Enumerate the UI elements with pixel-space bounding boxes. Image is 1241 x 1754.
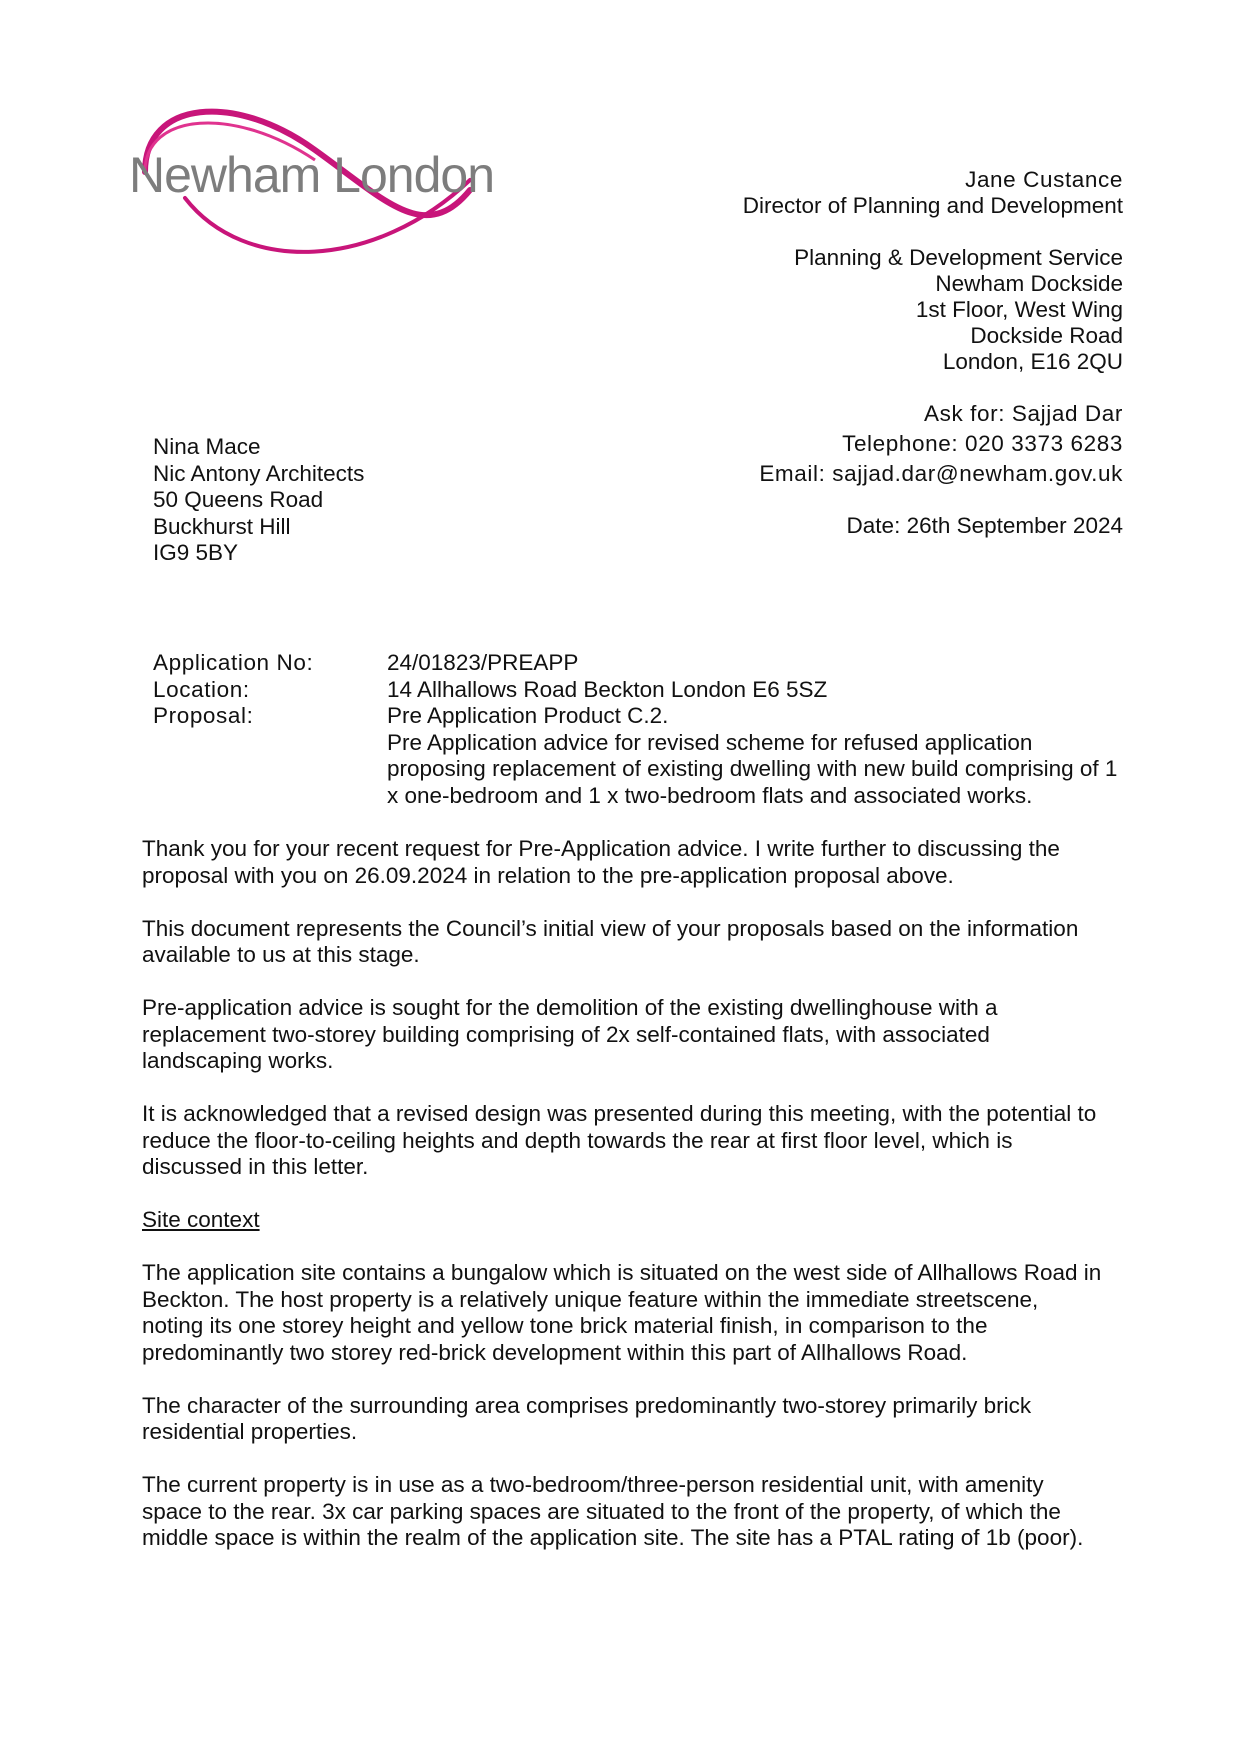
- sender-name: Jane Custance: [965, 167, 1123, 192]
- recipient-street: 50 Queens Road: [153, 487, 324, 512]
- proposal-product: Pre Application Product C.2.: [387, 703, 669, 728]
- body-paragraph: The character of the surrounding area comprises predominantly two-storey primarily brick residential properties.: [142, 1392, 1032, 1444]
- letter-date: Date: 26th September 2024: [846, 513, 1123, 538]
- proposal-description: Pre Application advice for revised scheme for refused application proposing replacement of existing dwelling with new build comprising of 1 x one-bedroom and 1 x two-bedroom flats and associated works.: [387, 729, 1118, 808]
- logo-text: Newham London: [129, 147, 495, 203]
- recipient-company: Nic Antony Architects: [153, 460, 365, 486]
- sender-address-line: Newham Dockside: [935, 271, 1123, 296]
- logo-swoosh-icon: [125, 100, 495, 260]
- recipient-name: Nina Mace: [153, 434, 261, 459]
- location-label: Location:: [153, 676, 250, 702]
- sender-address-line: Planning & Development Service: [794, 245, 1123, 270]
- recipient-block: [153, 434, 364, 567]
- recipient-postcode: IG9 5BY: [153, 540, 239, 565]
- sender-block: [743, 167, 1123, 539]
- newham-london-logo: [125, 100, 495, 260]
- body-paragraph: This document represents the Council’s initial view of your proposals based on the information available to us at this stage.: [142, 915, 1079, 967]
- sender-title: Director of Planning and Development: [742, 193, 1123, 218]
- body-paragraph: The current property is in use as a two-bedroom/three-person residential unit, with amenity space to the rear. 3x car parking spaces are situated to the front of the property, of which the middle space is within the realm of the application site. The site has a PTAL rating of 1b (poor).: [142, 1472, 1084, 1550]
- body-paragraph: The application site contains a bungalow which is situated on the west side of Allhallows Road in Beckton. The host property is a relatively unique feature within the immediate streetscene, noting its one storey height and yellow tone brick material finish, in comparison to the predominantly two storey red-brick development within this part of Allhallows Road.: [142, 1260, 1102, 1365]
- recipient-town: Buckhurst Hill: [153, 513, 291, 539]
- email: Email: sajjad.dar@newham.gov.uk: [759, 461, 1123, 486]
- sender-address-line: Dockside Road: [970, 323, 1123, 348]
- ask-for: Ask for: Sajjad Dar: [924, 401, 1123, 426]
- sender-address-line: 1st Floor, West Wing: [915, 297, 1123, 322]
- application-no-value: 24/01823/PREAPP: [387, 650, 579, 675]
- letter-body: [142, 836, 1102, 1578]
- application-details: [153, 650, 1127, 809]
- proposal-label: Proposal:: [153, 703, 254, 728]
- body-paragraph: Pre-application advice is sought for the demolition of the existing dwellinghouse with a replacement two-storey building comprising of 2x self-contained flats, with associated landscaping works.: [142, 995, 998, 1073]
- telephone: Telephone: 020 3373 6283: [842, 431, 1123, 456]
- sender-address-line: London, E16 2QU: [942, 349, 1123, 374]
- body-paragraph: Thank you for your recent request for Pre-Application advice. I write further to discussing the proposal with you on 26.09.2024 in relation to the pre-application proposal above.: [142, 836, 1060, 888]
- location-value: 14 Allhallows Road Beckton London E6 5SZ: [387, 676, 828, 702]
- section-heading-site-context: Site context: [142, 1207, 260, 1232]
- application-no-label: Application No:: [153, 650, 314, 675]
- body-paragraph: It is acknowledged that a revised design was presented during this meeting, with the potential to reduce the floor-to-ceiling heights and depth towards the rear at first floor level, which is discussed in this letter.: [142, 1101, 1097, 1179]
